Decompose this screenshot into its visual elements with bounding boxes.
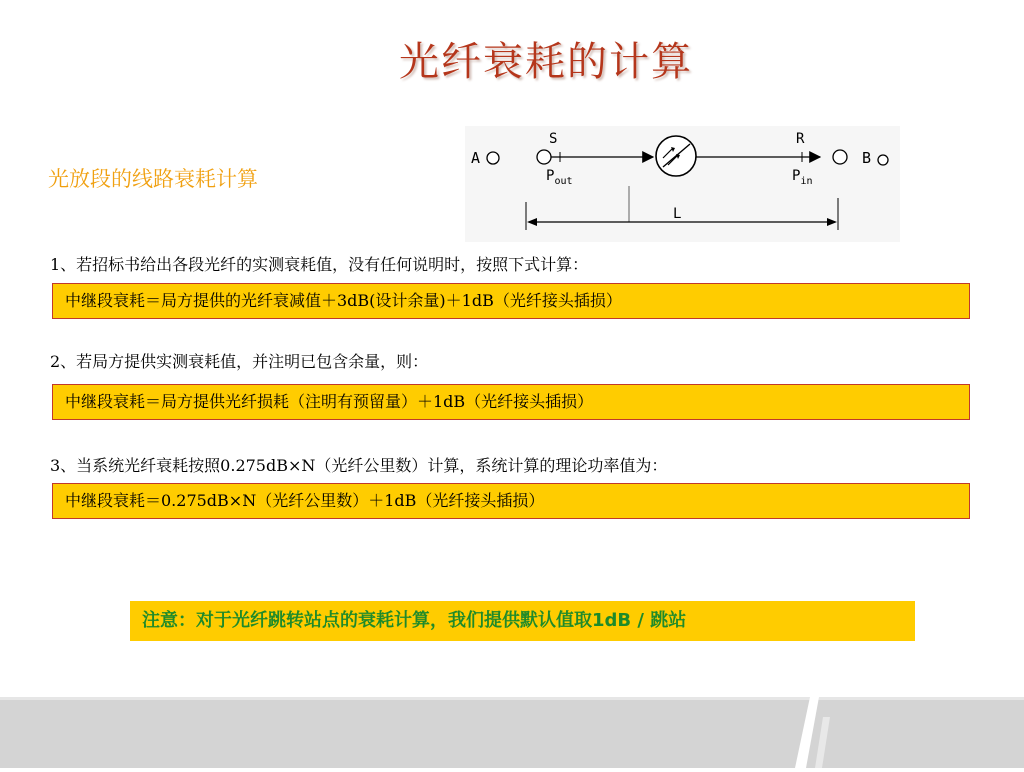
fiber-link-diagram bbox=[465, 126, 900, 242]
diagram-label-r: R bbox=[796, 131, 805, 147]
item-2-formula: 中继段衰耗＝局方提供光纤损耗（注明有预留量）＋1dB（光纤接头插损） bbox=[52, 384, 970, 420]
diagram-label-b: B bbox=[862, 149, 872, 167]
connector-right bbox=[833, 150, 847, 164]
item-3-formula: 中继段衰耗＝0.275dB×N（光纤公里数）＋1dB（光纤接头插损） bbox=[52, 483, 970, 519]
slide-title: 光纤衰耗的计算 bbox=[399, 39, 693, 85]
node-a-circle bbox=[487, 152, 499, 164]
item-2-intro: 2、若局方提供实测衰耗值，并注明已包含余量，则： bbox=[50, 352, 429, 371]
diagram-label-pout: $P_{out}$ bbox=[546, 168, 573, 187]
footer-decoration bbox=[0, 697, 1024, 768]
diagram-label-a: A bbox=[471, 149, 481, 167]
item-1-formula: 中继段衰耗＝局方提供的光纤衰减值＋3dB(设计余量)＋1dB（光纤接头插损） bbox=[52, 283, 970, 319]
section-subtitle: 光放段的线路衰耗计算 bbox=[48, 167, 258, 191]
item-3-intro: 3、当系统光纤衰耗按照0.275dB×N（光纤公里数）计算，系统计算的理论功率值为： bbox=[50, 456, 668, 475]
diagram-label-l: L bbox=[673, 206, 682, 222]
node-b-circle bbox=[878, 155, 888, 165]
diagram-label-pin: $P_{in}$ bbox=[792, 168, 813, 187]
diagram-label-s: S bbox=[549, 131, 558, 147]
item-1-intro: 1、若招标书给出各段光纤的实测衰耗值，没有任何说明时，按照下式计算： bbox=[50, 255, 589, 274]
connector-left bbox=[537, 150, 551, 164]
note-box: 注意：对于光纤跳转站点的衰耗计算，我们提供默认值取1dB / 跳站 bbox=[130, 601, 915, 641]
